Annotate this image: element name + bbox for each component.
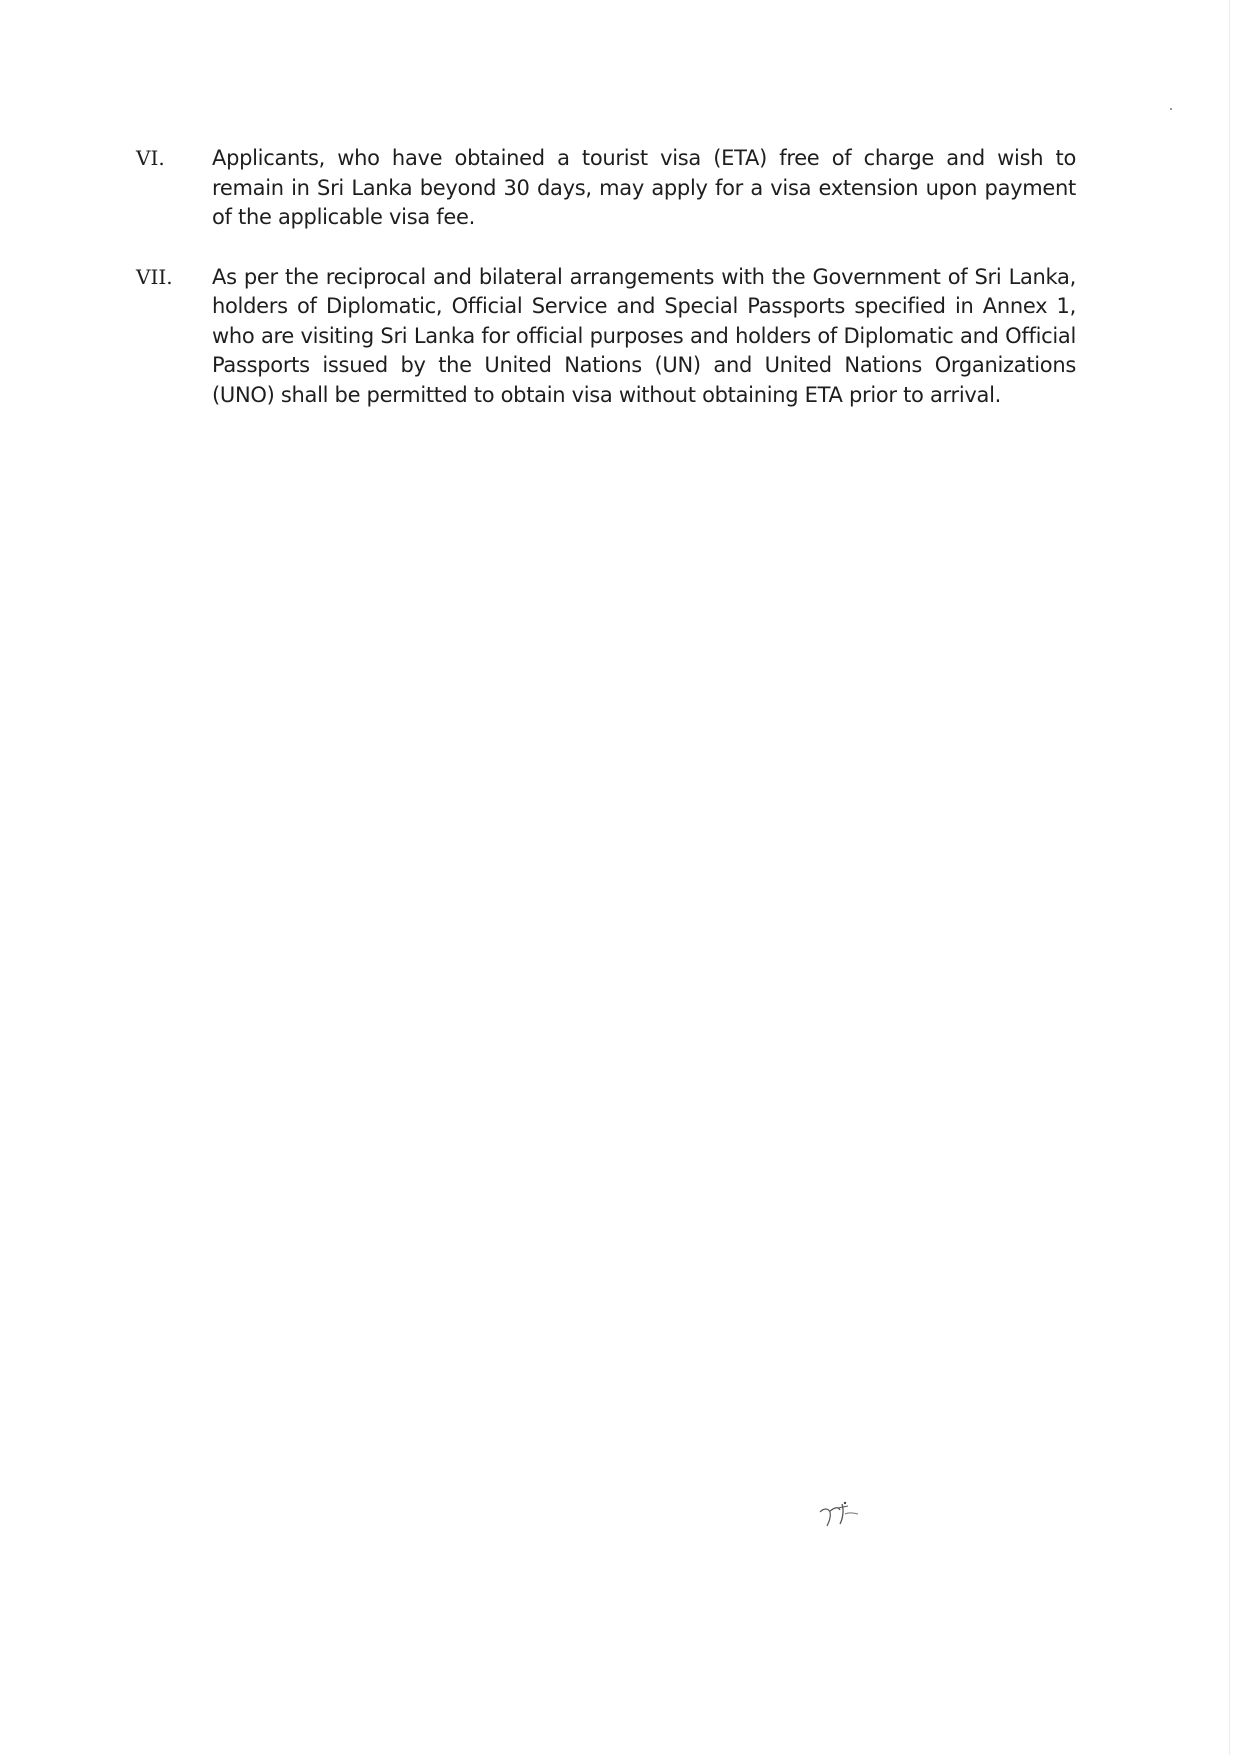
scan-speck <box>1170 108 1172 110</box>
clause-number: VI. <box>136 146 165 170</box>
clause-text: Applicants, who have obtained a tourist visa (ETA) free of charge and wish to remain in Sri Lanka beyond 30 days, may apply for a visa extension upon payment of the applicable visa fee. <box>212 146 1076 229</box>
clause-text: As per the reciprocal and bilateral arrangements with the Government of Sri Lanka, holders of Diplomatic, Official Service and Special Passports specified in Annex 1, who are visiting Sri Lanka for official purposes and holders of Diplomatic and Official Passports issued by the United Nations (UN) and United Nations Organizations (UNO) shall be permitted to obtain visa without obtaining ETA prior to arrival. <box>212 264 1076 407</box>
clause-number: VII. <box>136 264 173 289</box>
initials-signature <box>818 1500 878 1534</box>
clause-item <box>136 263 1076 411</box>
numbered-clauses <box>136 144 1076 440</box>
clause-item <box>136 144 1076 233</box>
scan-edge-line <box>1229 0 1230 1755</box>
